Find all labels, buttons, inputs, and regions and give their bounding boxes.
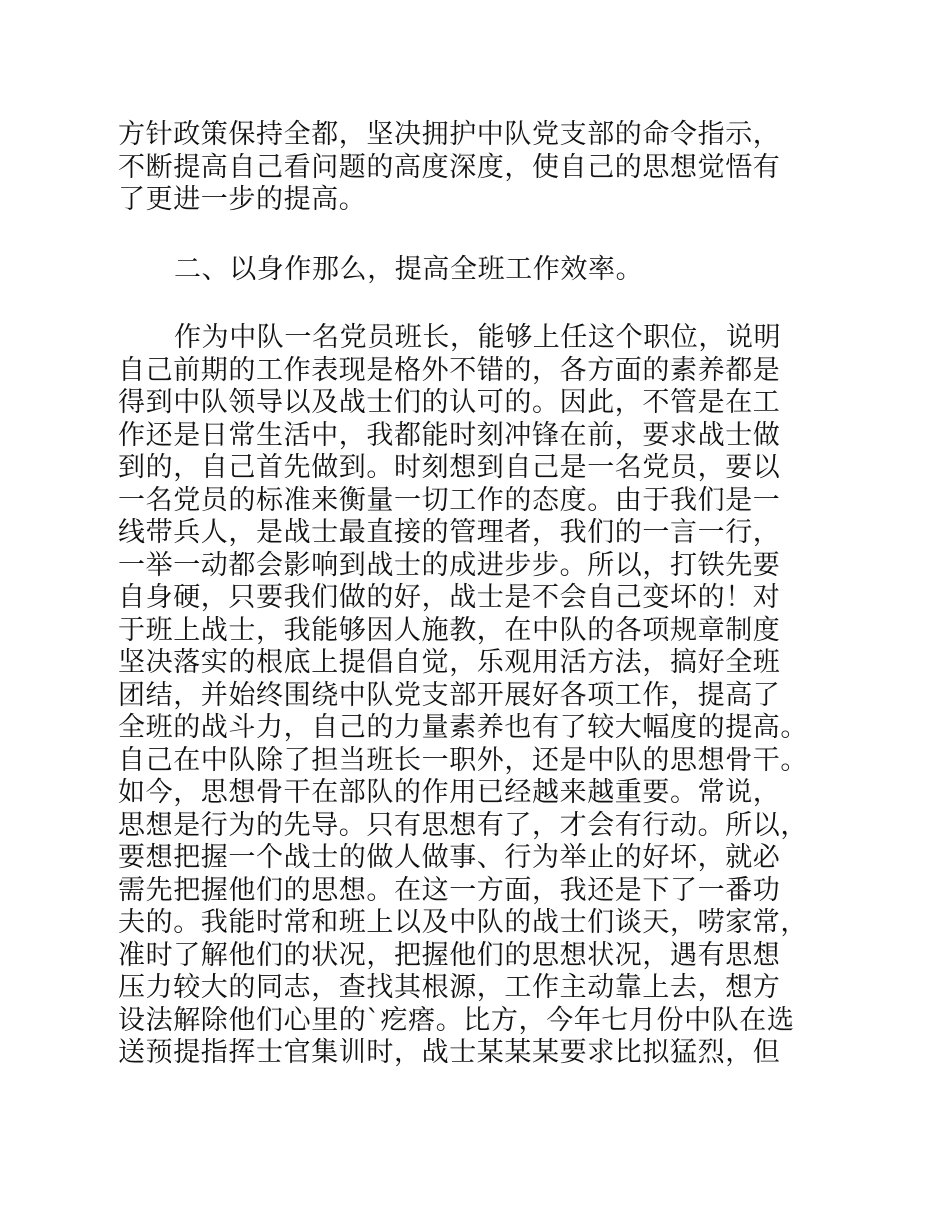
section-heading [118, 254, 830, 287]
text-line: 思想是行为的先导。只有思想有了，才会有行动。所以， [118, 809, 808, 841]
text-line: 方针政策保持全都，坚决拥护中队党支部的命令指示， [118, 119, 781, 150]
text-line: 要想把握一个战士的做人做事、行为举止的好坏，就必 [118, 842, 781, 873]
text-line: 坚决落实的根底上提倡自觉，乐观用活方法，搞好全班 [118, 647, 781, 678]
text-line: 团结，并始终围绕中队党支部开展好各项工作，提高了 [118, 679, 781, 711]
paragraph-continuation [118, 119, 830, 217]
text-line: 得到中队领导以及战士们的认可的。因此，不管是在工 [118, 387, 781, 418]
text-line: 不断提高自己看问题的高度深度，使自己的思想觉悟有 [118, 151, 781, 183]
text-line: 一名党员的标准来衡量一切工作的态度。由于我们是一 [118, 484, 781, 516]
text-line: 到的，自己首先做到。时刻想到自己是一名党员，要以 [118, 452, 781, 483]
text-line: 作还是日常生活中，我都能时刻冲锋在前，要求战士做 [118, 419, 781, 451]
text-line: 设法解除他们心里的`疙瘩。比方，今年七月份中队在选 [118, 1004, 795, 1036]
paragraph-body [118, 322, 830, 1070]
text-line: 了更进一步的提高。 [118, 184, 367, 215]
text-line: 夫的。我能时常和班上以及中队的战士们谈天，唠家常， [118, 907, 808, 938]
text-line: 压力较大的同志，查找其根源，工作主动靠上去，想方 [118, 972, 781, 1003]
heading-text: 二、以身作那么，提高全班工作效率。 [174, 254, 644, 285]
text-line: 自己前期的工作表现是格外不错的，各方面的素养都是 [118, 354, 781, 386]
text-line: 全班的战斗力，自己的力量素养也有了较大幅度的提高。 [118, 712, 808, 743]
text-line: 自身硬，只要我们做的好，战士是不会自己变坏的！对 [118, 582, 781, 613]
text-line: 准时了解他们的状况，把握他们的思想状况，遇有思想 [118, 939, 781, 971]
text-line: 送预提指挥士官集训时，战士某某某要求比拟猛烈，但 [118, 1037, 781, 1068]
text-line: 于班上战士，我能够因人施教，在中队的各项规章制度 [118, 614, 781, 646]
text-line: 如今，思想骨干在部队的作用已经越来越重要。常说， [118, 777, 781, 808]
text-line: 作为中队一名党员班长，能够上任这个职位，说明 [174, 322, 782, 353]
text-line: 线带兵人，是战士最直接的管理者，我们的一言一行， [118, 517, 781, 548]
text-line: 一举一动都会影响到战士的成进步步。所以，打铁先要 [118, 549, 781, 581]
text-line: 自己在中队除了担当班长一职外，还是中队的思想骨干。 [118, 744, 808, 776]
text-line: 需先把握他们的思想。在这一方面，我还是下了一番功 [118, 874, 781, 906]
